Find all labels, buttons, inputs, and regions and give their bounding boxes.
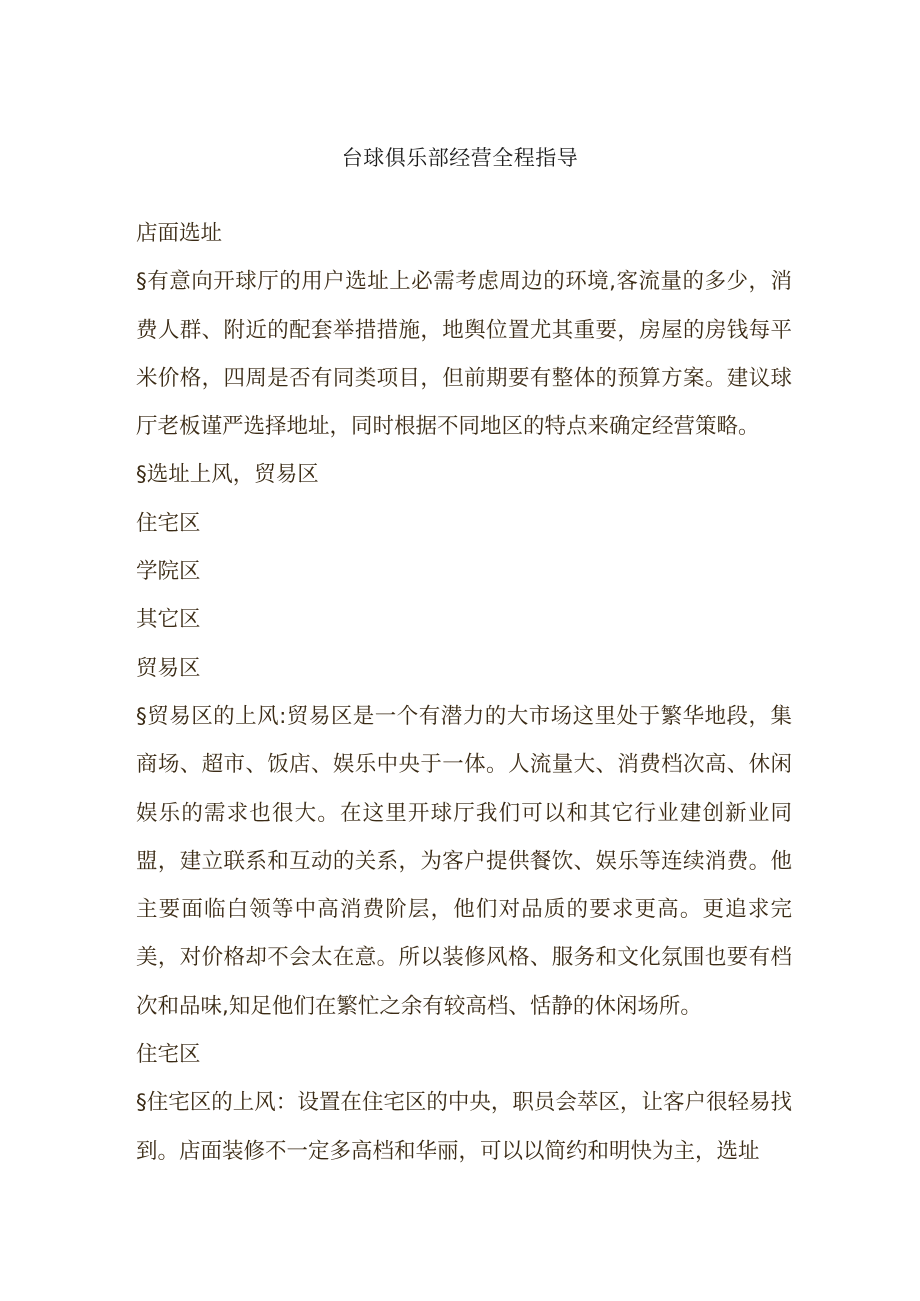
list-item-residential: 住宅区 [136,510,201,536]
list-item-other: 其它区 [136,607,201,633]
paragraph-location-intro: §有意向开球厅的用户选址上必需考虑周边的环境,客流量的多少，消费人群、附近的配套举措措施，地舆位置尤其重要，房屋的房钱每平米价格，四周是否有同类项目，但前期要有整体的预算方案。建议球厅老板谨严选择地址，同时根据不同地区的特点来确定经营策略。 [136,269,792,440]
section-heading-store-location: 店面选址 [136,221,223,246]
list-item-campus: 学院区 [136,559,201,585]
document-body [136,210,792,1176]
paragraph-residential: §住宅区的上风：设置在住宅区的中央，职员会萃区，让客户很轻易找到。店面装修不一定多高档和华丽，可以以简约和明快为主，选址 [136,1090,792,1164]
section-heading-commercial: 贸易区 [136,655,201,681]
paragraph-location-advantage: §选址上风，贸易区 [136,462,319,488]
paragraph-commercial: §贸易区的上风:贸易区是一个有潜力的大市场这里处于繁华地段，集商场、超市、饭店、娱乐中央于一体。人流量大、消费档次高、休闲娱乐的需求也很大。在这里开球厅我们可以和其它行业建创新业同盟，建立联系和互动的关系，为客户提供餐饮、娱乐等连续消费。他主要面临白领等中高消费阶层，他们对品质的要求更高。更追求完美，对价格却不会太在意。所以装修风格、服务和文化氛围也要有档次和品味,知足他们在繁忙之余有较高档、恬静的休闲场所。 [136,703,792,1019]
section-heading-residential: 住宅区 [136,1042,201,1068]
document-title: 台球俱乐部经营全程指导 [341,146,579,170]
